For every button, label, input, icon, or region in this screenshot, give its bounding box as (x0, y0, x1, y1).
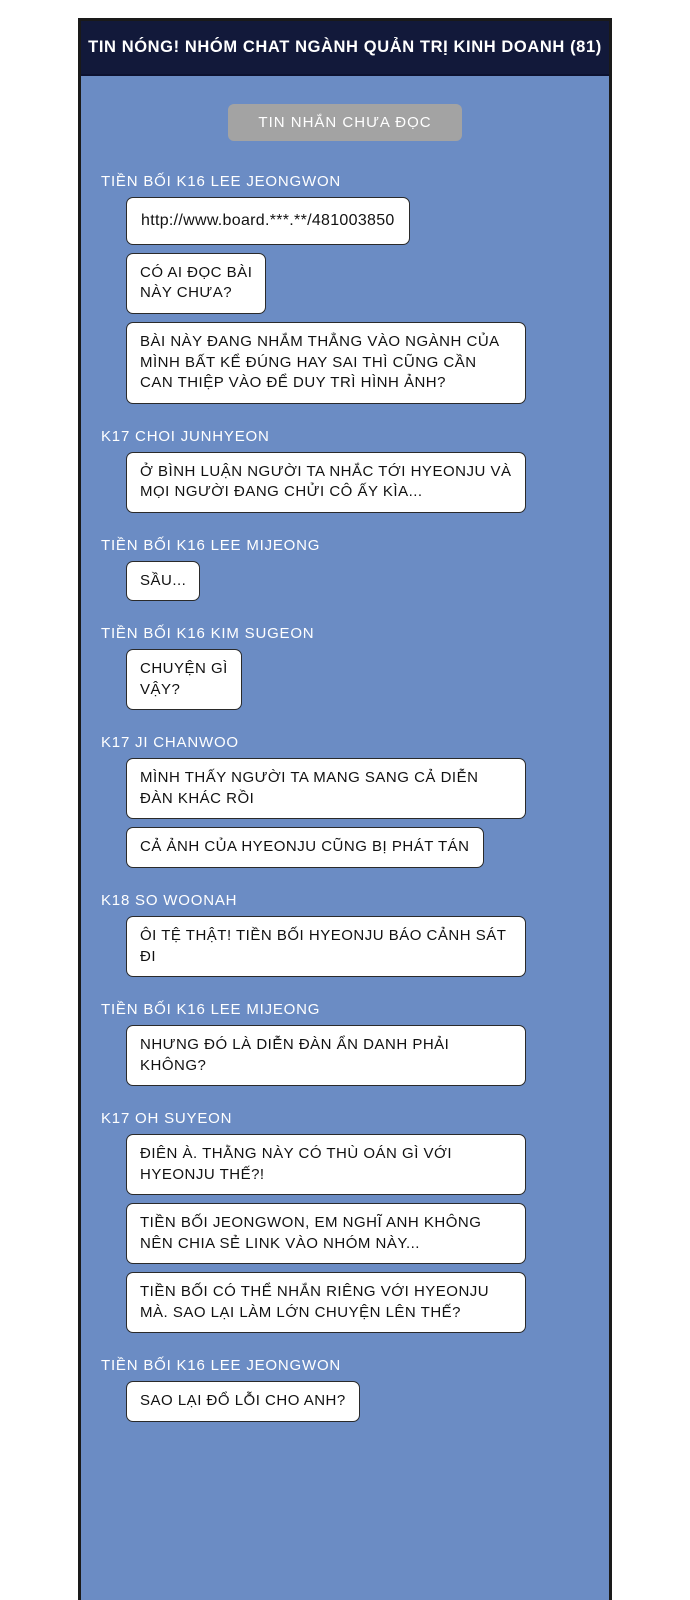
chat-window (78, 18, 612, 1600)
message-bubble: TIỀN BỐI CÓ THỂ NHẮN RIÊNG VỚI HYEONJU MÀ. SAO LẠI LÀM LỚN CHUYỆN LÊN THẾ? (126, 1272, 526, 1333)
message-list[interactable] (81, 147, 609, 1430)
message-bubble: SAO LẠI ĐỔ LỖI CHO ANH? (126, 1381, 360, 1422)
message-bubble: SẦU... (126, 561, 200, 602)
message-bubble: TIỀN BỐI JEONGWON, EM NGHĨ ANH KHÔNG NÊN CHIA SẺ LINK VÀO NHÓM NÀY... (126, 1203, 526, 1264)
message-bubble: CHUYỆN GÌ VẬY? (126, 649, 242, 710)
message-bubble: MÌNH THẤY NGƯỜI TA MANG SANG CẢ DIỄN ĐÀN KHÁC RỒI (126, 758, 526, 819)
message-bubble: Ở BÌNH LUẬN NGƯỜI TA NHẮC TỚI HYEONJU VÀ MỌI NGƯỜI ĐANG CHỬI CÔ ẤY KÌA... (126, 452, 526, 513)
unread-divider-label: TIN NHẮN CHƯA ĐỌC (228, 104, 461, 141)
message-row (81, 916, 609, 985)
message-sender: TIỀN BỐI K16 LEE JEONGWON (101, 173, 342, 190)
message-bubble: CẢ ẢNH CỦA HYEONJU CŨNG BỊ PHÁT TÁN (126, 827, 484, 868)
message-row (81, 322, 609, 412)
message-sender: K17 OH SUYEON (101, 1110, 233, 1128)
message-row (81, 561, 609, 610)
message-row (81, 758, 609, 827)
chat-title: TIN NÓNG! NHÓM CHAT NGÀNH QUẢN TRỊ KINH DOANH (81) (88, 38, 602, 56)
message-row (81, 1272, 609, 1341)
message-sender: TIỀN BỐI K16 LEE MIJEONG (101, 536, 321, 554)
message-bubble: BÀI NÀY ĐANG NHẮM THẲNG VÀO NGÀNH CỦA MÌNH BẤT KỂ ĐÚNG HAY SAI THÌ CŨNG CẦN CAN THIỆP VÀO ĐỂ DUY TRÌ HÌNH ẢNH? (126, 322, 526, 404)
message-bubble: ĐIÊN À. THẰNG NÀY CÓ THÙ OÁN GÌ VỚI HYEONJU THẾ?! (126, 1134, 526, 1195)
message-sender: TIỀN BỐI K16 LEE JEONGWON (101, 1357, 342, 1375)
message-row (81, 1025, 609, 1094)
message-row (81, 649, 609, 718)
message-sender: K18 SO WOONAH (101, 892, 238, 910)
message-row (81, 452, 609, 521)
message-sender: TIỀN BỐI K16 KIM SUGEON (101, 625, 315, 643)
unread-divider (81, 76, 609, 147)
message-row (81, 827, 609, 876)
message-row (81, 1203, 609, 1272)
message-row (81, 1134, 609, 1203)
message-row (81, 253, 609, 322)
message-row (81, 197, 609, 253)
message-sender: K17 CHOI JUNHYEON (101, 427, 270, 445)
message-sender: K17 JI CHANWOO (101, 734, 239, 752)
message-bubble: CÓ AI ĐỌC BÀI NÀY CHƯA? (126, 253, 266, 314)
message-bubble-link[interactable]: http://www.board.***.**/481003850 (126, 197, 410, 245)
message-bubble: NHƯNG ĐÓ LÀ DIỄN ĐÀN ẨN DANH PHẢI KHÔNG? (126, 1025, 526, 1086)
chat-titlebar (81, 21, 609, 76)
message-sender: TIỀN BỐI K16 LEE MIJEONG (101, 1001, 321, 1019)
message-row (81, 1381, 609, 1430)
message-bubble: ÔI TỆ THẬT! TIỀN BỐI HYEONJU BÁO CẢNH SÁT ĐI (126, 916, 526, 977)
